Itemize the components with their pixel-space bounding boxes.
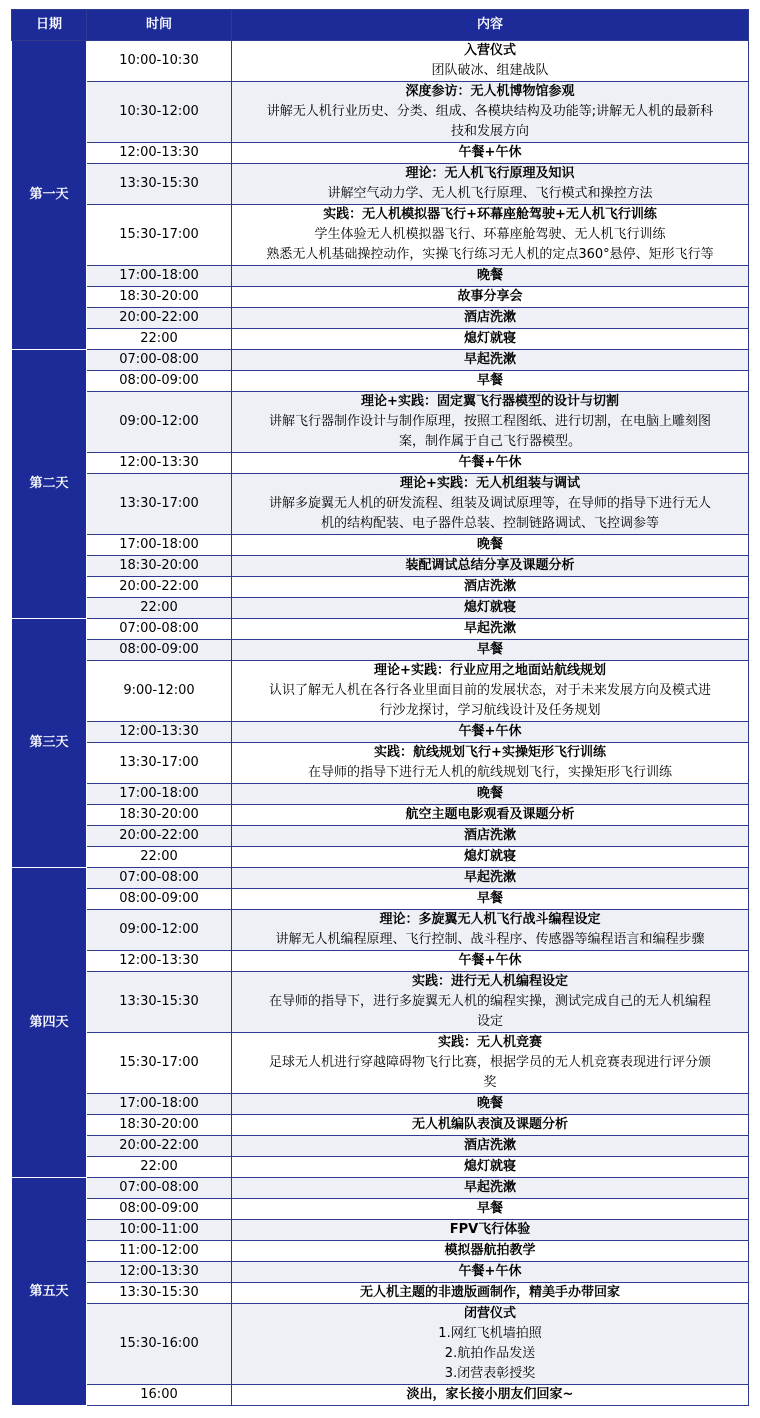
time-cell: 18:30-20:00 — [87, 1115, 232, 1136]
activity-title: 早餐 — [476, 642, 503, 657]
content-cell — [232, 350, 749, 371]
content-cell — [232, 1178, 749, 1199]
schedule-row — [12, 1033, 749, 1094]
content-cell — [232, 1136, 749, 1157]
time-cell: 16:00 — [87, 1385, 232, 1406]
schedule-row — [12, 82, 749, 143]
schedule-row — [12, 143, 749, 164]
content-cell — [232, 143, 749, 164]
time-cell: 17:00-18:00 — [87, 1094, 232, 1115]
activity-title: 理论+实践：无人机组装与调试 — [400, 476, 580, 491]
time-cell: 17:00-18:00 — [87, 784, 232, 805]
schedule-row — [12, 1136, 749, 1157]
content-cell — [232, 329, 749, 350]
activity-description: 足球无人机进行穿越障碍物飞行比赛，根据学员的无人机竞赛表现进行评分颁 — [268, 1055, 711, 1070]
day-label: 第一天 — [12, 41, 87, 350]
time-cell: 08:00-09:00 — [87, 1199, 232, 1220]
schedule-row — [12, 805, 749, 826]
schedule-row — [12, 868, 749, 889]
activity-description: 讲解空气动力学、无人机飞行原理、飞行模式和操控方法 — [327, 186, 653, 201]
time-cell: 17:00-18:00 — [87, 266, 232, 287]
activity-title: 午餐+午休 — [458, 724, 522, 739]
schedule-table — [11, 9, 749, 1406]
activity-description: 讲解多旋翼无人机的研发流程、组装及调试原理等，在导师的指导下进行无人 — [268, 496, 711, 511]
content-cell — [232, 661, 749, 722]
content-cell — [232, 868, 749, 889]
content-cell — [232, 1094, 749, 1115]
activity-description: 2.航拍作品发送 — [444, 1346, 536, 1361]
schedule-row — [12, 1220, 749, 1241]
activity-description: 行沙龙探讨，学习航线设计及任务规划 — [379, 703, 601, 718]
time-cell: 22:00 — [87, 847, 232, 868]
activity-description: 奖 — [483, 1075, 497, 1090]
activity-title: 酒店洗漱 — [463, 579, 516, 594]
time-cell: 12:00-13:30 — [87, 1262, 232, 1283]
schedule-row — [12, 640, 749, 661]
content-cell — [232, 392, 749, 453]
content-cell — [232, 287, 749, 308]
content-cell — [232, 41, 749, 82]
activity-title: 装配调试总结分享及课题分析 — [405, 558, 575, 573]
content-cell — [232, 784, 749, 805]
schedule-row — [12, 1304, 749, 1385]
schedule-row — [12, 1094, 749, 1115]
schedule-row — [12, 308, 749, 329]
time-cell: 22:00 — [87, 598, 232, 619]
content-cell — [232, 453, 749, 474]
schedule-row — [12, 661, 749, 722]
time-cell: 15:30-17:00 — [87, 1033, 232, 1094]
time-cell: 12:00-13:30 — [87, 722, 232, 743]
content-cell — [232, 889, 749, 910]
time-cell: 22:00 — [87, 1157, 232, 1178]
activity-title: 酒店洗漱 — [463, 1138, 516, 1153]
schedule-row — [12, 535, 749, 556]
schedule-row — [12, 287, 749, 308]
schedule-row — [12, 1199, 749, 1220]
activity-title: 晚餐 — [476, 786, 503, 801]
time-cell: 13:30-15:30 — [87, 972, 232, 1033]
content-cell — [232, 164, 749, 205]
content-cell — [232, 1304, 749, 1385]
day-label: 第三天 — [12, 619, 87, 868]
activity-title: 淡出，家长接小朋友们回家~ — [406, 1387, 574, 1402]
schedule-row — [12, 205, 749, 266]
schedule-row — [12, 598, 749, 619]
content-cell — [232, 826, 749, 847]
activity-title: 午餐+午休 — [458, 145, 522, 160]
header-date: 日期 — [12, 10, 87, 41]
schedule-row — [12, 474, 749, 535]
activity-description: 设定 — [476, 1014, 503, 1029]
activity-title: 早起洗漱 — [463, 870, 516, 885]
time-cell: 07:00-08:00 — [87, 619, 232, 640]
activity-description: 讲解无人机行业历史、分类、组成、各模块结构及功能等;讲解无人机的最新科 — [266, 104, 714, 119]
schedule-row — [12, 266, 749, 287]
time-cell: 10:30-12:00 — [87, 82, 232, 143]
day-label: 第二天 — [12, 350, 87, 619]
schedule-row — [12, 826, 749, 847]
activity-title: 理论：多旋翼无人机飞行战斗编程设定 — [379, 912, 601, 927]
day-label: 第五天 — [12, 1178, 87, 1406]
schedule-row — [12, 1115, 749, 1136]
content-cell — [232, 1033, 749, 1094]
schedule-row — [12, 556, 749, 577]
content-cell — [232, 556, 749, 577]
schedule-row — [12, 1157, 749, 1178]
activity-title: 早起洗漱 — [463, 352, 516, 367]
time-cell: 09:00-12:00 — [87, 910, 232, 951]
content-cell — [232, 1115, 749, 1136]
activity-title: 午餐+午休 — [458, 1264, 522, 1279]
activity-title: 早餐 — [476, 891, 503, 906]
content-cell — [232, 535, 749, 556]
content-cell — [232, 266, 749, 287]
time-cell: 12:00-13:30 — [87, 143, 232, 164]
schedule-row — [12, 972, 749, 1033]
schedule-row — [12, 1178, 749, 1199]
schedule-row — [12, 1241, 749, 1262]
schedule-row — [12, 371, 749, 392]
schedule-row — [12, 164, 749, 205]
activity-title: 午餐+午休 — [458, 953, 522, 968]
schedule-body — [12, 41, 749, 1406]
content-cell — [232, 805, 749, 826]
activity-description: 讲解飞行器制作设计与制作原理，按照工程图纸、进行切割，在电脑上雕刻图 — [268, 414, 711, 429]
activity-title: 早起洗漱 — [463, 1180, 516, 1195]
activity-description: 团队破冰、组建战队 — [431, 63, 549, 78]
time-cell: 12:00-13:30 — [87, 951, 232, 972]
content-cell — [232, 1385, 749, 1406]
content-cell — [232, 640, 749, 661]
time-cell: 18:30-20:00 — [87, 556, 232, 577]
time-cell: 12:00-13:30 — [87, 453, 232, 474]
activity-title: 早餐 — [476, 373, 503, 388]
time-cell: 07:00-08:00 — [87, 868, 232, 889]
time-cell: 08:00-09:00 — [87, 889, 232, 910]
schedule-row — [12, 577, 749, 598]
activity-title: 午餐+午休 — [458, 455, 522, 470]
activity-title: 无人机编队表演及课题分析 — [411, 1117, 568, 1132]
activity-title: 深度参访：无人机博物馆参观 — [405, 84, 575, 99]
content-cell — [232, 1241, 749, 1262]
schedule-row — [12, 743, 749, 784]
time-cell: 10:00-10:30 — [87, 41, 232, 82]
content-cell — [232, 1262, 749, 1283]
content-cell — [232, 743, 749, 784]
activity-title: 晚餐 — [476, 1096, 503, 1111]
activity-title: 晚餐 — [476, 537, 503, 552]
schedule-row — [12, 350, 749, 371]
schedule-row — [12, 329, 749, 350]
content-cell — [232, 82, 749, 143]
activity-title: FPV飞行体验 — [449, 1222, 531, 1237]
time-cell: 22:00 — [87, 329, 232, 350]
time-cell: 20:00-22:00 — [87, 577, 232, 598]
content-cell — [232, 1220, 749, 1241]
time-cell: 13:30-17:00 — [87, 743, 232, 784]
content-cell — [232, 910, 749, 951]
schedule-row — [12, 951, 749, 972]
time-cell: 13:30-17:00 — [87, 474, 232, 535]
activity-title: 模拟器航拍教学 — [444, 1243, 536, 1258]
activity-description: 3.闭营表彰授奖 — [444, 1366, 536, 1381]
content-cell — [232, 308, 749, 329]
time-cell: 13:30-15:30 — [87, 164, 232, 205]
schedule-row — [12, 1385, 749, 1406]
activity-description: 讲解无人机编程原理、飞行控制、战斗程序、传感器等编程语言和编程步骤 — [275, 932, 705, 947]
time-cell: 11:00-12:00 — [87, 1241, 232, 1262]
schedule-row — [12, 847, 749, 868]
activity-title: 故事分享会 — [457, 289, 523, 304]
time-cell: 13:30-15:30 — [87, 1283, 232, 1304]
content-cell — [232, 1199, 749, 1220]
activity-title: 熄灯就寝 — [463, 849, 516, 864]
time-cell: 08:00-09:00 — [87, 640, 232, 661]
activity-description: 在导师的指导下进行无人机的航线规划飞行，实操矩形飞行训练 — [307, 765, 672, 780]
schedule-row — [12, 910, 749, 951]
activity-description: 熟悉无人机基础操控动作，实操飞行练习无人机的定点360°悬停、矩形飞行等 — [266, 247, 714, 262]
activity-title: 实践：无人机模拟器飞行+环幕座舱驾驶+无人机飞行训练 — [323, 207, 657, 222]
activity-title: 实践：无人机竞赛 — [437, 1035, 542, 1050]
time-cell: 15:30-16:00 — [87, 1304, 232, 1385]
activity-title: 熄灯就寝 — [463, 1159, 516, 1174]
time-cell: 20:00-22:00 — [87, 826, 232, 847]
activity-title: 无人机主题的非遗版画制作，精美手办带回家 — [359, 1285, 620, 1300]
time-cell: 07:00-08:00 — [87, 1178, 232, 1199]
content-cell — [232, 722, 749, 743]
activity-title: 实践：进行无人机编程设定 — [411, 974, 568, 989]
schedule-row — [12, 619, 749, 640]
activity-description: 机的结构配装、电子器件总装、控制链路调试、飞控调参等 — [320, 516, 659, 531]
activity-description: 学生体验无人机模拟器飞行、环幕座舱驾驶、无人机飞行训练 — [314, 227, 666, 242]
activity-title: 航空主题电影观看及课题分析 — [405, 807, 575, 822]
content-cell — [232, 847, 749, 868]
activity-title: 酒店洗漱 — [463, 310, 516, 325]
header-content: 内容 — [232, 10, 749, 41]
content-cell — [232, 972, 749, 1033]
content-cell — [232, 577, 749, 598]
activity-title: 理论+实践：固定翼飞行器模型的设计与切割 — [361, 394, 619, 409]
time-cell: 07:00-08:00 — [87, 350, 232, 371]
activity-title: 晚餐 — [476, 268, 503, 283]
schedule-row — [12, 722, 749, 743]
activity-title: 熄灯就寝 — [463, 331, 516, 346]
schedule-row — [12, 889, 749, 910]
header-time: 时间 — [87, 10, 232, 41]
content-cell — [232, 619, 749, 640]
header-row — [12, 10, 749, 41]
schedule-row — [12, 41, 749, 82]
content-cell — [232, 371, 749, 392]
time-cell: 15:30-17:00 — [87, 205, 232, 266]
time-cell: 09:00-12:00 — [87, 392, 232, 453]
activity-description: 在导师的指导下，进行多旋翼无人机的编程实操，测试完成自己的无人机编程 — [268, 994, 711, 1009]
time-cell: 20:00-22:00 — [87, 1136, 232, 1157]
content-cell — [232, 474, 749, 535]
activity-title: 闭营仪式 — [463, 1306, 516, 1321]
activity-title: 酒店洗漱 — [463, 828, 516, 843]
time-cell: 10:00-11:00 — [87, 1220, 232, 1241]
activity-title: 熄灯就寝 — [463, 600, 516, 615]
content-cell — [232, 951, 749, 972]
activity-description: 1.网红飞机墙拍照 — [438, 1326, 542, 1341]
time-cell: 17:00-18:00 — [87, 535, 232, 556]
activity-title: 实践：航线规划飞行+实操矩形飞行训练 — [374, 745, 606, 760]
schedule-row — [12, 392, 749, 453]
schedule-row — [12, 784, 749, 805]
time-cell: 20:00-22:00 — [87, 308, 232, 329]
schedule-row — [12, 1262, 749, 1283]
activity-description: 技和发展方向 — [450, 124, 529, 139]
content-cell — [232, 1157, 749, 1178]
activity-title: 早餐 — [476, 1201, 503, 1216]
schedule-row — [12, 1283, 749, 1304]
time-cell: 08:00-09:00 — [87, 371, 232, 392]
time-cell: 18:30-20:00 — [87, 805, 232, 826]
content-cell — [232, 598, 749, 619]
time-cell: 18:30-20:00 — [87, 287, 232, 308]
time-cell: 9:00-12:00 — [87, 661, 232, 722]
activity-title: 入营仪式 — [463, 43, 516, 58]
activity-description: 案，制作属于自己飞行器模型。 — [398, 434, 581, 449]
content-cell — [232, 1283, 749, 1304]
day-label: 第四天 — [12, 868, 87, 1178]
activity-title: 理论+实践：行业应用之地面站航线规划 — [374, 663, 606, 678]
activity-title: 早起洗漱 — [463, 621, 516, 636]
schedule-row — [12, 453, 749, 474]
activity-description: 认识了解无人机在各行各业里面目前的发展状态，对于未来发展方向及模式进 — [268, 683, 711, 698]
activity-title: 理论：无人机飞行原理及知识 — [405, 166, 575, 181]
content-cell — [232, 205, 749, 266]
